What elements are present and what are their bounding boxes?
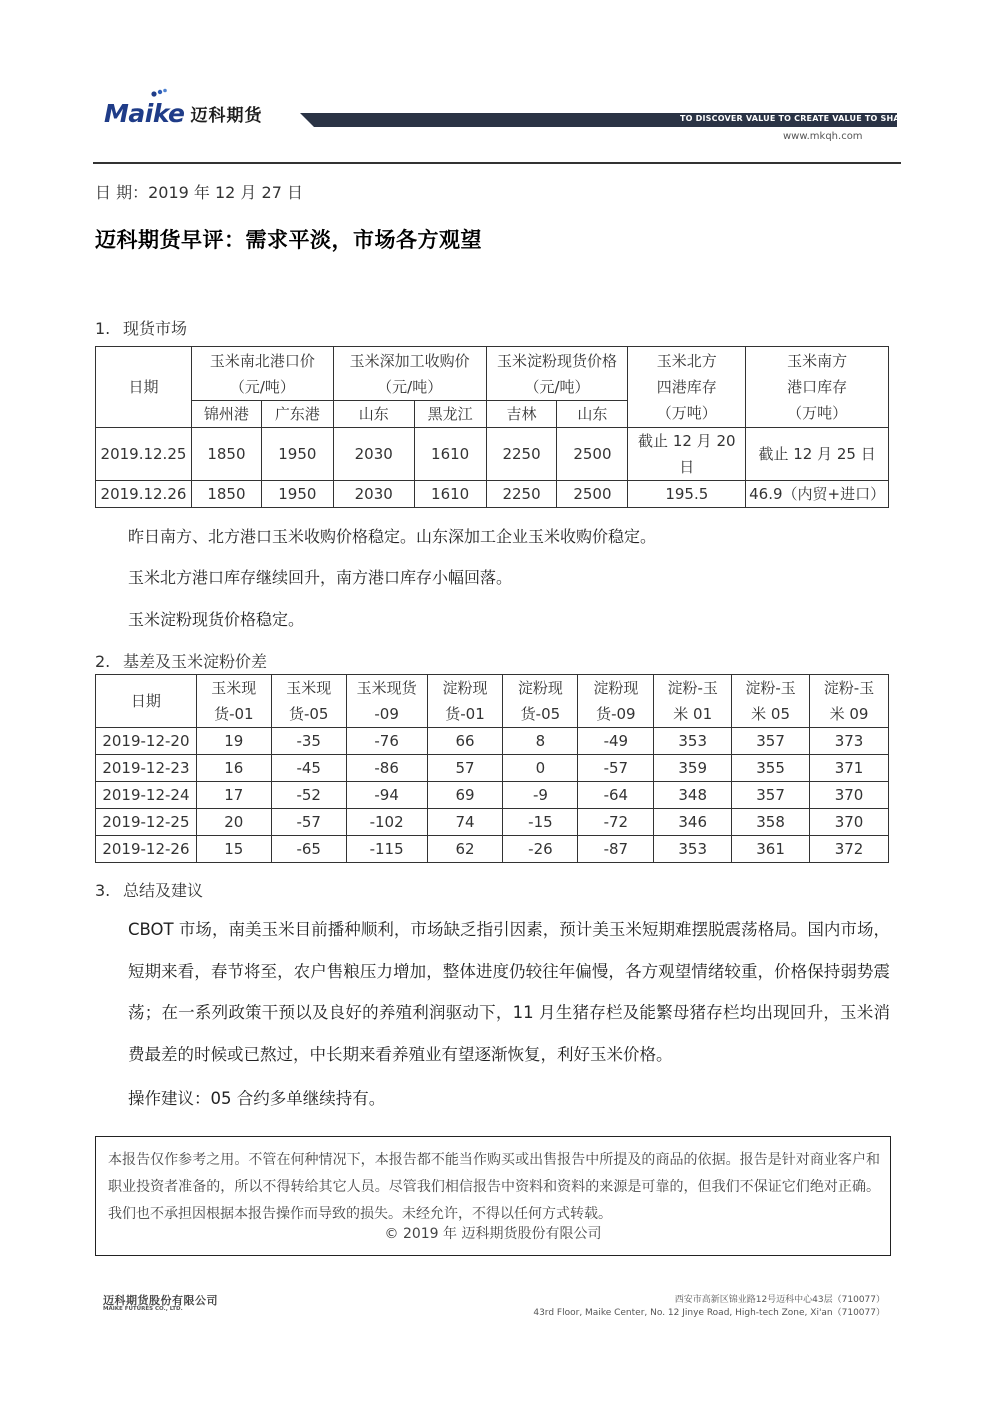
header-starch-05: 淀粉现 货-05: [503, 675, 578, 728]
footer-address-english: 43rd Floor, Maike Center, No. 12 Jinye Road, High-tech Zone, Xi'an（710077）: [533, 1308, 885, 1318]
report-title: 迈科期货早评：需求平淡，市场各方观望: [95, 228, 482, 252]
header-corn-09: 玉米现货 -09: [346, 675, 427, 728]
trading-advice: 操作建议：05 合约多单继续持有。: [128, 1089, 386, 1108]
header-starch-01: 淀粉现 货-01: [427, 675, 503, 728]
table-row: 2019-12-26 15 -65 -115 62 -26 -87 353 361 372: [96, 836, 889, 863]
logo-chinese-name: 迈科期货: [190, 105, 263, 126]
header-corn-01: 玉米现 货-01: [196, 675, 271, 728]
header-starch-09: 淀粉现 货-09: [578, 675, 654, 728]
header-spread-05: 淀粉-玉 米 05: [732, 675, 810, 728]
subheader-jilin: 吉林: [486, 401, 557, 428]
spot-note-2: 玉米北方港口库存继续回升，南方港口库存小幅回落。: [128, 568, 513, 587]
table-row: 2019-12-20 19 -35 -76 66 8 -49 353 357 373: [96, 728, 889, 755]
slogan-text: TO DISCOVER VALUE TO CREATE VALUE TO SHARE VALUE: [680, 114, 945, 123]
copyright-line: © 2019 年 迈科期货股份有限公司: [384, 1226, 602, 1242]
report-date: 日 期：2019 年 12 月 27 日: [95, 183, 303, 202]
logo-wordmark: Maike: [104, 98, 185, 128]
table-header-row: [96, 675, 889, 728]
section-number: 3.: [95, 881, 111, 900]
website-link[interactable]: www.mkqh.com: [783, 131, 863, 142]
summary-paragraph: CBOT 市场，南美玉米目前播种顺利，市场缺乏指引因素，预计美玉米短期难摆脱震荡格局。国内市场，短期来看，春节将至，农户售粮压力增加，整体进度仍较往年偏慢，各方观望情绪较重，价格保持弱势震荡；在一系列政策干预以及良好的养殖利润驱动下，11 月生猪存栏及能繁母猪存栏均出现回升，玉米消费最差的时候或已熬过，中长期来看养殖业有望逐渐恢复，利好玉米价格。: [128, 920, 890, 1064]
subheader-heilongjiang: 黑龙江: [414, 401, 486, 428]
footer-company-name: 迈科期货股份有限公司: [103, 1294, 218, 1307]
company-logo: [104, 96, 263, 130]
header-date: 日期: [96, 675, 197, 728]
section-number: 1.: [95, 319, 111, 338]
basis-table: [95, 674, 889, 863]
spot-note-3: 玉米淀粉现货价格稳定。: [128, 610, 305, 629]
disclaimer-box: [95, 1136, 891, 1256]
header-corn-05: 玉米现 货-05: [271, 675, 346, 728]
table-row: 2019.12.25 1850 1950 2030 1610 2250 2500 截止 12 月 20 日 截止 12 月 25 日: [96, 428, 889, 481]
header-port-price: 玉米南北港口价 （元/吨）: [191, 347, 333, 401]
header-divider: [93, 162, 901, 164]
header-spread-09: 淀粉-玉 米 09: [810, 675, 889, 728]
section-heading-summary: [95, 878, 203, 901]
section-number: 2.: [95, 652, 111, 671]
header-processing-price: 玉米深加工收购价 （元/吨）: [333, 347, 486, 401]
table-row: 2019-12-25 20 -57 -102 74 -15 -72 346 358 370: [96, 809, 889, 836]
header-starch-price: 玉米淀粉现货价格 （元/吨）: [486, 347, 628, 401]
footer-company-english: MAIKE FUTURES CO., LTD.: [103, 1306, 183, 1312]
footer-address-chinese: 西安市高新区锦业路12号迈科中心43层（710077）: [674, 1295, 885, 1305]
table-row: 2019.12.26 1850 1950 2030 1610 2250 2500 195.5 46.9（内贸+进口）: [96, 481, 889, 508]
section-heading-basis: [95, 649, 267, 672]
section-title: 基差及玉米淀粉价差: [123, 652, 268, 671]
header-north-stock: 玉米北方 四港库存 （万吨）: [628, 347, 746, 428]
section-title: 总结及建议: [123, 881, 204, 900]
subheader-shandong: 山东: [333, 401, 414, 428]
subheader-jinzhou: 锦州港: [191, 401, 261, 428]
table-row: 2019-12-23 16 -45 -86 57 0 -57 359 355 371: [96, 755, 889, 782]
subheader-shandong-starch: 山东: [557, 401, 628, 428]
spot-market-table: [95, 346, 889, 508]
header-south-stock: 玉米南方 港口库存 （万吨）: [746, 347, 889, 428]
header-spread-01: 淀粉-玉 米 01: [654, 675, 732, 728]
header-date: 日期: [96, 347, 192, 428]
section-title: 现货市场: [123, 319, 188, 338]
table-row: 2019-12-24 17 -52 -94 69 -9 -64 348 357 370: [96, 782, 889, 809]
disclaimer-text: 本报告仅作参考之用。不管在何种情况下，本报告都不能当作购买或出售报告中所提及的商品的依据。报告是针对商业客户和职业投资者准备的，所以不得转给其它人员。尽管我们相信报告中资料和资料的来源是可靠的，但我们不保证它们绝对正确。我们也不承担因根据本报告操作而导致的损失。未经允许，不得以任何方式转载。: [108, 1152, 880, 1222]
section-heading-spot-market: [95, 316, 187, 339]
subheader-guangdong: 广东港: [261, 401, 333, 428]
logo-dots-icon: [150, 88, 168, 98]
spot-note-1: 昨日南方、北方港口玉米收购价格稳定。山东深加工企业玉米收购价稳定。: [128, 527, 657, 546]
